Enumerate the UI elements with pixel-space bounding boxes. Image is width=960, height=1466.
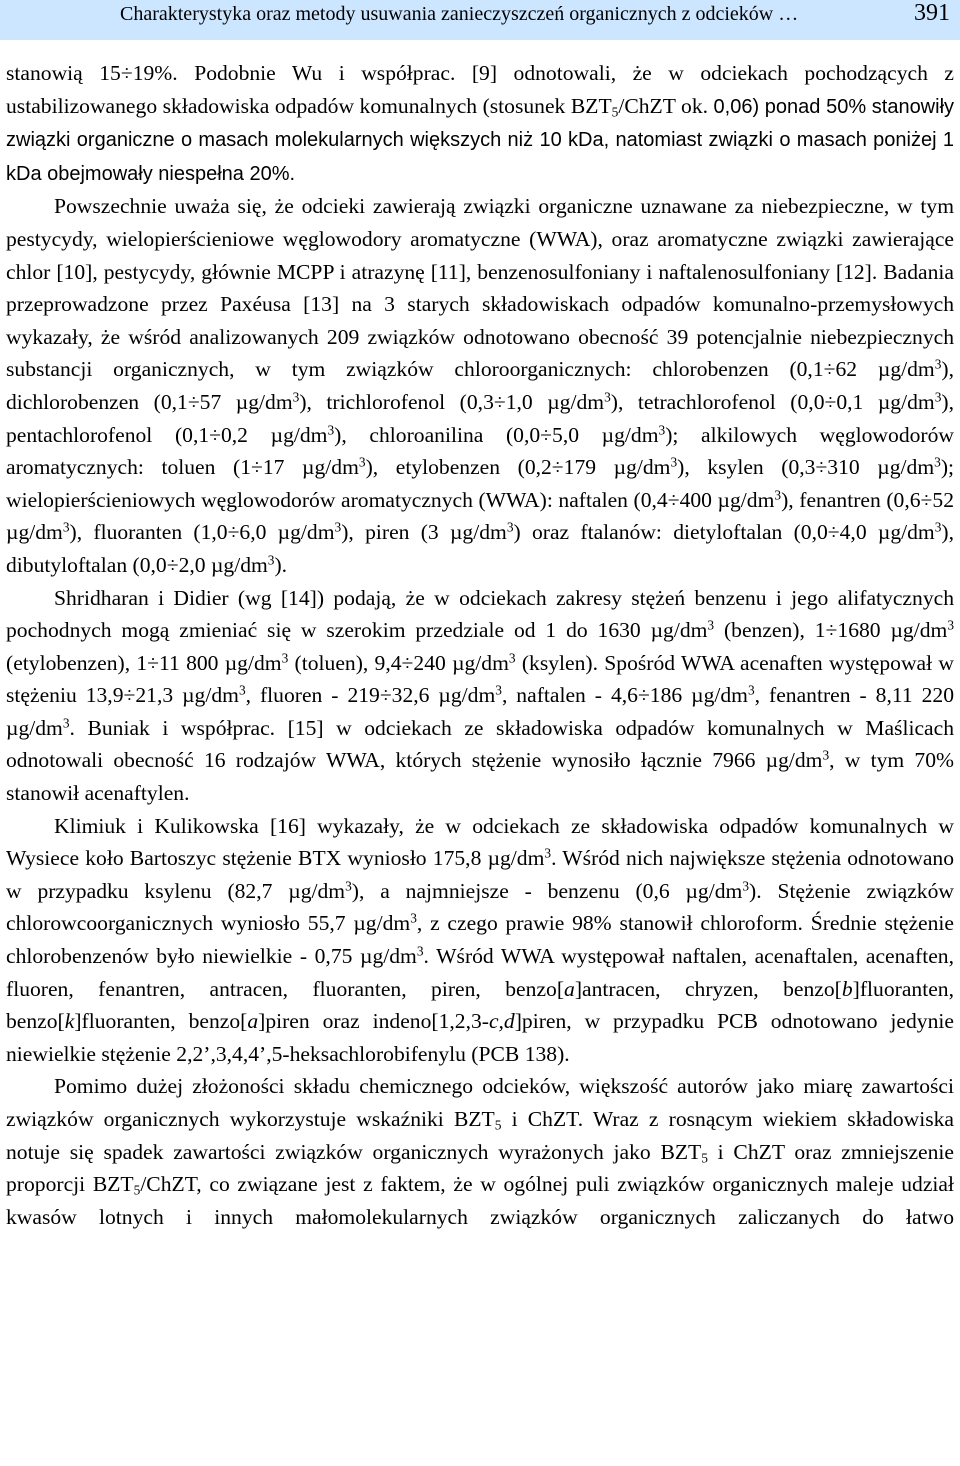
text-run: . Wśród WWA występował naftalen, acenaftalen, acenaften, fluoren, fenantren, antracen, fluoranten, piren, benzo[: [6, 944, 954, 1001]
text-run: , fenantren - 8,11 220 µg/dm: [6, 683, 954, 740]
sans-text-run: 0,06) ponad 50% stanowiły związki organiczne o masach molekularnych większych niż 10 kDa, natomiast związki o masach poniżej 1 kDa obejmowały niespełna 20%.: [6, 95, 955, 185]
text-run: ]piren, w przypadku PCB odnotowano jedynie niewielkie stężenie 2,2’,3,4,4’,5-heksachlorobifenylu (PCB 138).: [6, 1009, 954, 1066]
superscript: 3: [495, 682, 502, 698]
text-run: ); alkilowych węglowodorów aromatycznych: toluen (1÷17 µg/dm: [6, 422, 954, 480]
subscript: 5: [701, 1149, 708, 1165]
superscript: 3: [658, 422, 666, 438]
text-run: , fluoren - 219÷32,6 µg/dm: [245, 683, 496, 708]
document-body: [6, 57, 954, 1233]
paragraph-5: [6, 1070, 954, 1233]
text-run: Powszechnie uważa się, że odcieki zawierają związki organiczne uznawane za niebezpieczne, w tym pestycydy, wielopierścieniowe węglowodory aromatyczne (WWA), oraz aromatyczne związki zawierające chlor [10], pestycydy, głównie MCPP i atrazynę [11], benzenosulfoniany i naftalenosulfoniany [12]. Badania przeprowadzone przez Paxéusa [13] na 3 starych składowiskach odpadów komunalno-przemysłowych wykazały, że wśród analizowanych 209 związków odnotowano obecność 39 potencjalnie niebezpiecznych substancji organicznych, w tym związków chloroorganicznych: chlorobenzen (0,1÷62 µg/dm: [6, 194, 954, 382]
superscript: 3: [506, 519, 514, 535]
superscript: 3: [345, 878, 352, 894]
text-run: ), fluoranten (1,0÷6,0 µg/dm: [69, 520, 335, 545]
superscript: 3: [327, 422, 335, 438]
page-number: 391: [914, 0, 950, 26]
text-run: ]fluoranten, benzo[: [6, 976, 954, 1034]
subscript: 5: [494, 1117, 502, 1133]
text-run: Klimiuk i Kulikowska [16] wykazały, że w odciekach ze składowiska odpadów komunalnych w Wysiece koło Bartoszyc stężenie BTX wyniosło 175,8 µg/dm: [6, 813, 954, 871]
text-run: ); wielopierścieniowych węglowodorów aromatycznych (WWA): naftalen (0,4÷400 µg/dm: [6, 455, 955, 512]
text-run: ). Stężenie związków chlorowcoorganicznych wyniosło 55,7 µg/dm: [6, 878, 954, 936]
superscript: 3: [410, 911, 417, 927]
text-run: Pomimo dużej złożoności składu chemicznego odcieków, większość autorów jako miarę zawartości związków organicznych wykorzystuje wskaźniki BZT: [6, 1074, 954, 1131]
superscript: 3: [267, 552, 275, 568]
text-run: i ChZT oraz zmniejszenie proporcji BZT: [6, 1139, 955, 1197]
superscript: 3: [934, 519, 942, 535]
superscript: 3: [281, 650, 289, 666]
text-run: Shridharan i Didier (wg [14]) podają, że w odciekach zakresy stężeń benzenu i jego alifatycznych pochodnych mogą zmieniać się w szerokim przedziale od 1 do 1630 µg/dm: [6, 585, 954, 643]
text-run: ) oraz ftalanów: dietyloftalan (0,0÷4,0 µg/dm: [513, 520, 935, 545]
page-header: [0, 0, 960, 40]
text-run: ), etylobenzen (0,2÷179 µg/dm: [365, 455, 671, 480]
paragraph-4: [6, 810, 954, 1071]
text-run: , naftalen - 4,6÷186 µg/dm: [501, 683, 748, 708]
text-run: (ksylen). Spośród WWA acenaften występował w stężeniu 13,9÷21,3 µg/dm: [6, 650, 954, 708]
text-run: (benzen), 1÷1680 µg/dm: [714, 618, 948, 643]
text-run: ), ksylen (0,3÷310 µg/dm: [677, 455, 935, 480]
text-run: ), dichlorobenzen (0,1÷57 µg/dm: [6, 357, 954, 414]
superscript: 3: [238, 682, 246, 698]
subscript: 5: [611, 103, 619, 119]
text-run: ), dibutyloftalan (0,0÷2,0 µg/dm: [6, 520, 954, 577]
text-run: . Wśród nich największe stężenia odnotowano w przypadku ksylenu (82,7 µg/dm: [6, 846, 955, 903]
text-run: ), fenantren (0,6÷52 µg/dm: [6, 487, 954, 545]
italic-text: a: [564, 976, 575, 1001]
superscript: 3: [947, 617, 954, 633]
text-run: ]fluoranten, benzo[: [74, 1009, 248, 1034]
superscript: 3: [508, 650, 516, 666]
superscript: 3: [334, 519, 342, 535]
text-run: (etylobenzen), 1÷11 800 µg/dm: [6, 650, 282, 675]
italic-text: a: [247, 1009, 259, 1034]
superscript: 3: [747, 682, 755, 698]
superscript: 3: [934, 356, 942, 372]
text-run: ), a najmniejsze - benzenu (0,6 µg/dm: [351, 878, 743, 903]
superscript: 3: [358, 454, 366, 470]
text-run: , z czego prawie 98% stanowił chloroform. Średnie stężenie chlorobenzenów było niewielkie - 0,75 µg/dm: [6, 911, 954, 969]
subscript: 5: [133, 1182, 141, 1198]
superscript: 3: [544, 845, 552, 861]
superscript: 3: [774, 487, 782, 503]
superscript: 3: [604, 389, 611, 405]
italic-text: c,d: [488, 1009, 515, 1034]
superscript: 3: [416, 943, 424, 959]
superscript: 3: [62, 715, 70, 731]
text-run: stanowią 15÷19%. Podobnie Wu i współprac. [9] odnotowali, że w odciekach pochodzących z ustabilizowanego składowiska odpadów komunalnych (stosunek BZT: [6, 61, 954, 118]
text-run: /ChZT ok.: [618, 93, 714, 118]
text-run: (toluen), 9,4÷240 µg/dm: [288, 650, 509, 675]
text-run: ]antracen, chryzen, benzo[: [574, 976, 842, 1001]
paragraph-1: [6, 57, 954, 190]
text-run: ).: [274, 552, 288, 577]
italic-text: b: [841, 976, 853, 1001]
paragraph-2: [6, 190, 954, 581]
text-run: ), piren (3 µg/dm: [341, 520, 507, 545]
italic-text: k: [64, 1009, 75, 1034]
text-run: , w tym 70% stanowił acenaftylen.: [6, 748, 954, 806]
superscript: 3: [62, 519, 70, 535]
superscript: 3: [742, 878, 750, 894]
text-run: . Buniak i współprac. [15] w odciekach ze składowiska odpadów komunalnych w Maślicach odnotowali obecność 16 rodzajów WWA, których stężenie wynosiło łącznie 7966 µg/dm: [6, 715, 954, 773]
text-run: ), trichlorofenol (0,3÷1,0 µg/dm: [299, 389, 605, 414]
superscript: 3: [670, 454, 678, 470]
text-run: i ChZT. Wraz z rosnącym wiekiem składowiska notuje się spadek zawartości związków organicznych wyrażonych jako BZT: [6, 1107, 955, 1164]
superscript: 3: [292, 389, 300, 405]
running-title: Charakterystyka oraz metody usuwania zanieczyszczeń organicznych z odcieków …: [120, 3, 799, 25]
text-run: /ChZT, co związane jest z faktem, że w ogólnej puli związków organicznych maleje udział kwasów lotnych i innych małomolekularnych związków organicznych zaliczanych do łatwo: [6, 1172, 954, 1229]
superscript: 3: [822, 748, 830, 764]
superscript: 3: [934, 454, 941, 470]
superscript: 3: [934, 389, 942, 405]
text-run: ]piren oraz indeno[1,2,3-: [258, 1009, 489, 1034]
text-run: ), pentachlorofenol (0,1÷0,2 µg/dm: [6, 389, 954, 447]
superscript: 3: [707, 617, 715, 633]
text-run: ), tetrachlorofenol (0,0÷0,1 µg/dm: [610, 389, 935, 414]
paragraph-3: [6, 582, 954, 810]
text-run: ), chloroanilina (0,0÷5,0 µg/dm: [334, 422, 659, 447]
